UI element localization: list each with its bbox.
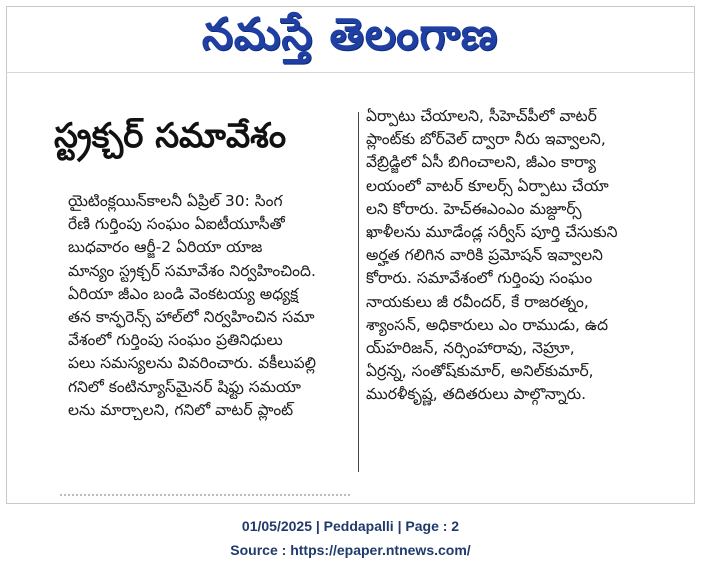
article-line: తన కాన్ఫరెన్స్ హాల్‌లో నిర్వహించిన సమా: [68, 308, 315, 327]
article-line: ఏర్రన్న, సంతోష్‌కుమార్, అనిల్‌కుమార్,: [366, 362, 594, 381]
article-line: కోరారు. సమావేశంలో గుర్తింపు సంఘం: [366, 269, 593, 288]
source-link[interactable]: Source : https://epaper.ntnews.com/: [230, 542, 471, 558]
article-line: అర్హత గలిగిన వారికి ప్రమోషన్ ఇవ్వాలని: [366, 246, 603, 265]
article-line: వేబ్రిడ్జిలో ఏసీ బిగించాలని, జీఎం కార్యా: [366, 153, 597, 172]
article-bottom-divider: [60, 494, 350, 496]
article-line: ఖాళీలను మూడేండ్ల సర్వీస్ పూర్తి చేసుకుని: [366, 223, 618, 242]
newspaper-masthead: నమస్తే తెలంగాణ: [201, 9, 499, 60]
article-line: పలు సమస్యలను వివరించారు. వకీలుపల్లి: [68, 354, 316, 373]
article-line: బుధవారం ఆర్జీ-2 ఏరియా యాజ: [68, 238, 263, 257]
article-column-right: [366, 105, 666, 407]
article-line: లను మార్చాలని, గనిలో వాటర్ ప్లాంట్: [68, 400, 294, 419]
article-line: ఏర్పాటు చేయాలని, సీహెచ్‌పీలో వాటర్: [366, 107, 597, 125]
article-line: మురళీకృష్ణ, తదితరులు పాల్గొన్నారు.: [366, 385, 587, 404]
article-line: యైటింక్లయిన్‌కాలనీ ఏప్రిల్ 30: సింగ: [68, 192, 283, 210]
article-line: శ్యాంసన్, అధికారులు ఎం రాముడు, ఉద: [366, 315, 609, 334]
clipping-footer: [0, 514, 701, 562]
article-column-left: [68, 190, 350, 422]
article-line: మాన్యం స్ట్రక్చర్ సమావేశం నిర్వహించింది.: [68, 261, 316, 280]
article-line: ప్లాంట్‌కు బోర్‌వెల్ ద్వారా నీరు ఇవ్వాలని,: [366, 130, 606, 149]
article-line: నాయకులు జీ రవీందర్, కే రాజరత్నం,: [366, 292, 589, 311]
article-headline: స్ట్రక్చర్ సమావేశం: [54, 116, 287, 156]
masthead-divider: [6, 72, 695, 73]
column-divider: [358, 112, 359, 472]
article-line: య్‌హరిజన్, నర్సింహారావు, నెహ్రూ,: [366, 339, 575, 358]
article-line: లయంలో వాటర్ కూలర్స్ ఏర్పాటు చేయా: [366, 176, 609, 195]
article-line: గనిలో కంటిన్యూస్‌మైనర్ షిఫ్టు సమయా: [68, 377, 301, 396]
article-line: ఏరియా జీఎం బండి వెంకటయ్య అధ్యక్ష: [68, 284, 299, 303]
article-line: రేణి గుర్తింపు సంఘం ఏఐటీయూసీతో: [68, 215, 285, 234]
article-line: వేశంలో గుర్తింపు సంఘం ప్రతినిధులు: [68, 331, 283, 350]
publication-date-page: 01/05/2025 | Peddapalli | Page : 2: [241, 518, 460, 534]
article-line: లని కోరారు. హెచ్‌ఈఎంఎం మజ్దూర్స్: [366, 199, 582, 218]
